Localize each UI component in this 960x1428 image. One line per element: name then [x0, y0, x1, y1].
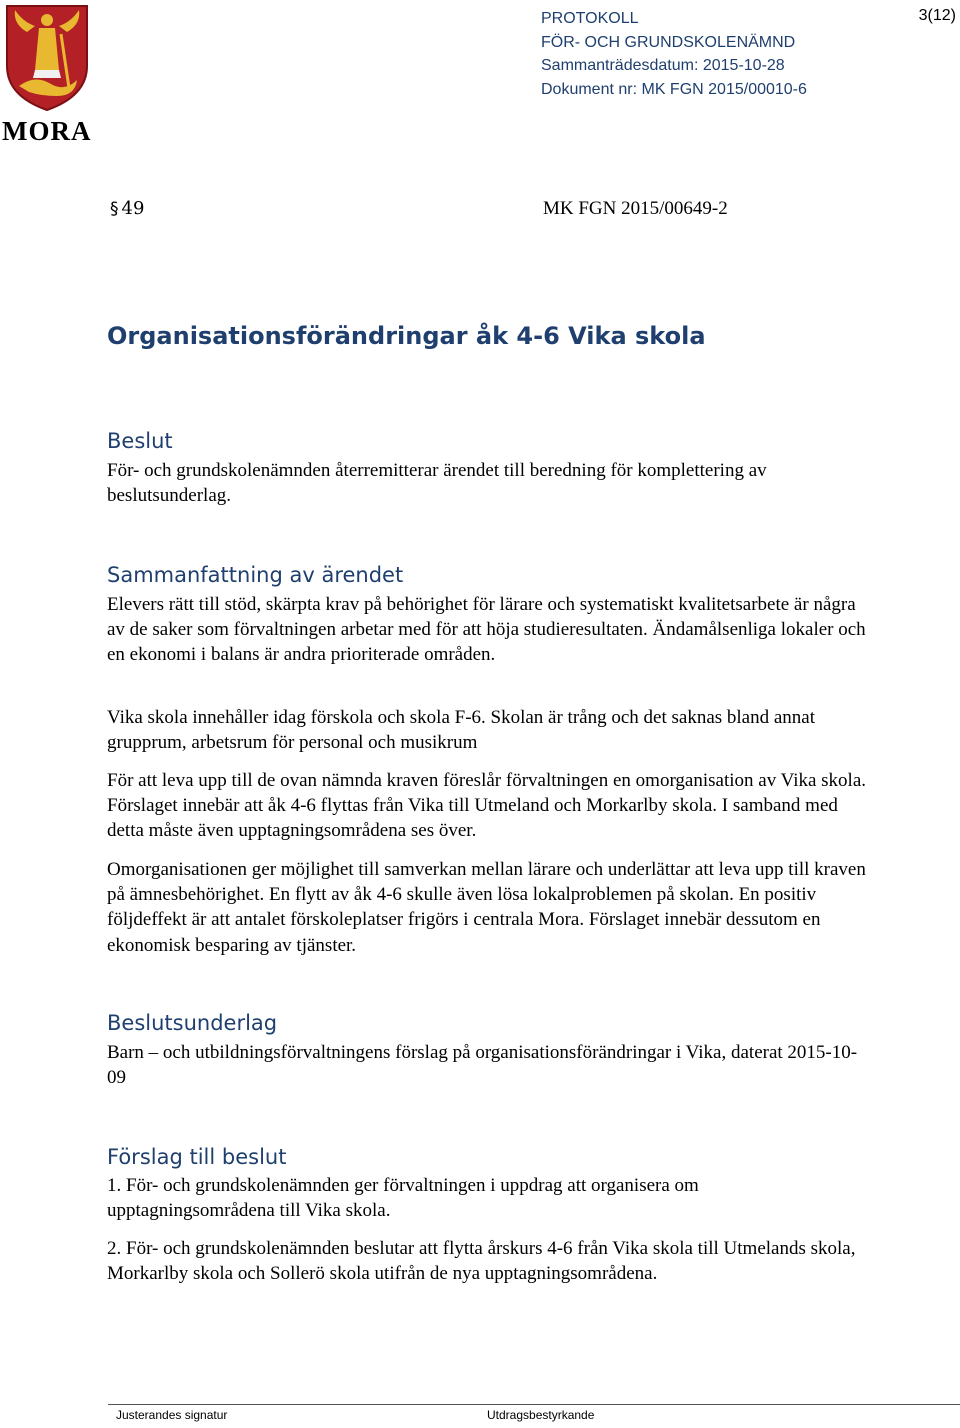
section-number: [110, 198, 144, 219]
beslutsunderlag-heading: Beslutsunderlag: [107, 1011, 278, 1035]
beslut-heading: Beslut: [107, 429, 173, 453]
forslag-heading: Förslag till beslut: [107, 1145, 287, 1169]
town-name: MORA: [2, 116, 92, 146]
section-number-value: 49: [121, 198, 145, 219]
document-header: [541, 7, 807, 101]
forslag-item-2: 2. För- och grundskolenämnden beslutar att flytta årskurs 4-6 från Vika skola till Utmelands skola, Morkarlby skola och Sollerö skola utifrån de nya upptagningsområdena.: [107, 1238, 856, 1285]
header-doc-number: Dokument nr: MK FGN 2015/00010-6: [541, 80, 807, 98]
beslut-text: För- och grundskolenämnden återremitterar ärendet till beredning för komplettering av beslutsunderlag.: [107, 460, 767, 507]
beslutsunderlag-text: Barn – och utbildningsförvaltningens förslag på organisationsförändringar i Vika, daterat 2015-10-09: [107, 1042, 858, 1089]
sammanfattning-paragraph-3: För att leva upp till de ovan nämnda kraven föreslår förvaltningen en omorganisation av Vika skola. Förslaget innebär att åk 4-6 flyttas från Vika till Utmeland och Morkarlby skola. I samband med detta måste även upptagningsområdena ses över.: [107, 770, 867, 842]
footer-extract-label: Utdragsbestyrkande: [487, 1408, 595, 1422]
coat-of-arms-icon: [5, 4, 89, 112]
case-reference: MK FGN 2015/00649-2: [543, 198, 728, 219]
header-committee: FÖR- OCH GRUNDSKOLENÄMND: [541, 33, 796, 51]
paragraph-icon: §: [110, 199, 119, 219]
forslag-item-1: 1. För- och grundskolenämnden ger förvaltningen i uppdrag att organisera om upptagningsområdena till Vika skola.: [107, 1175, 699, 1222]
footer-divider: [108, 1404, 960, 1405]
page-title: Organisationsförändringar åk 4-6 Vika skola: [107, 322, 706, 350]
sammanfattning-paragraph-2: Vika skola innehåller idag förskola och skola F-6. Skolan är trång och det saknas bland annat grupprum, arbetsrum för personal och musikrum: [107, 707, 816, 754]
sammanfattning-heading: Sammanfattning av ärendet: [107, 563, 404, 587]
mora-logo: [2, 4, 92, 146]
sammanfattning-paragraph-4: Omorganisationen ger möjlighet till samverkan mellan lärare och underlättar att leva upp till kraven på ämnesbehörighet. En flytt av åk 4-6 skulle även lösa lokalproblemen på skolan. En positiv följdeffekt är att antalet förskoleplatser frigörs i centrala Mora. Förslaget innebär dessutom en ekonomisk besparing av tjänster.: [107, 859, 866, 956]
sammanfattning-paragraph-1: Elevers rätt till stöd, skärpta krav på behörighet för lärare och systematiskt kvalitetsarbete är några av de saker som förvaltningen arbetar med för att höja studieresultaten. Ändamålsenliga lokaler och en ekonomi i balans är andra prioriterade områden.: [107, 594, 866, 666]
header-title: PROTOKOLL: [541, 10, 639, 27]
footer-signature-label: Justerandes signatur: [116, 1408, 228, 1422]
header-date: Sammanträdesdatum: 2015-10-28: [541, 57, 785, 75]
page-number: 3(12): [918, 7, 956, 24]
